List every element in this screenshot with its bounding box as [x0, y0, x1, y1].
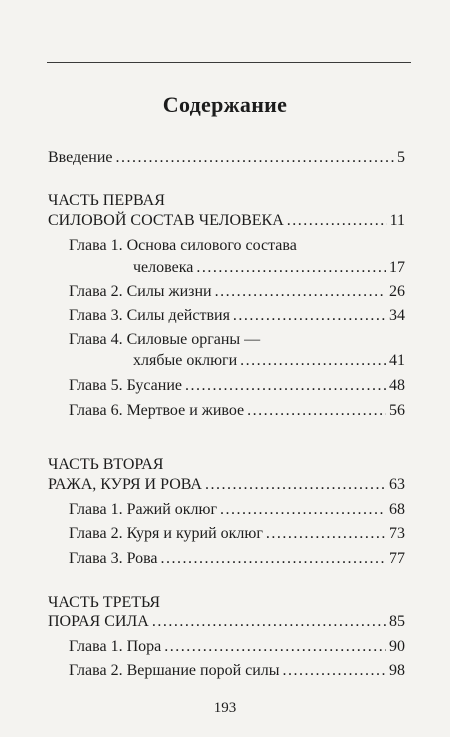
dot-leader	[152, 612, 386, 632]
toc-entry-chapter[interactable]: Глава 4. Силовые органы —	[69, 331, 261, 348]
dot-leader	[220, 500, 386, 520]
toc-entry-chapter[interactable]	[69, 524, 405, 544]
dot-leader	[164, 637, 386, 657]
part-heading: ЧАСТЬ ВТОРАЯ	[48, 456, 164, 473]
part-subtitle: ПОРАЯ СИЛА	[48, 613, 149, 630]
dot-leader	[240, 351, 386, 371]
entry-page: 63	[389, 476, 405, 493]
toc-entry-chapter[interactable]: Глава 1. Основа силового состава	[69, 237, 297, 254]
entry-page: 90	[389, 638, 405, 655]
dot-leader	[196, 258, 386, 278]
entry-page: 77	[389, 550, 405, 567]
entry-page: 98	[389, 662, 405, 679]
entry-label: Глава 6. Мертвое и живое	[69, 402, 245, 419]
entry-label: Глава 1. Ражий оклюг	[69, 501, 218, 518]
entry-label: человека	[133, 259, 194, 276]
toc-entry-part-1[interactable]	[48, 211, 405, 231]
entry-label: Глава 2. Вершание порой силы	[69, 662, 280, 679]
toc-entry-chapter[interactable]	[69, 500, 405, 520]
dot-leader	[185, 376, 386, 396]
dot-leader	[116, 148, 395, 168]
entry-label: Глава 3. Рова	[69, 550, 158, 567]
entry-label: Введение	[48, 149, 113, 166]
toc-entry-part-3[interactable]	[48, 612, 405, 632]
toc-entry-chapter[interactable]	[69, 282, 405, 302]
entry-page: 48	[389, 377, 405, 394]
part-heading: ЧАСТЬ ПЕРВАЯ	[48, 192, 165, 209]
dot-leader	[287, 211, 387, 231]
toc-entry-chapter[interactable]	[69, 549, 405, 569]
entry-page: 41	[389, 352, 405, 369]
entry-page: 68	[389, 501, 405, 518]
dot-leader	[215, 282, 386, 302]
part-heading: ЧАСТЬ ТРЕТЬЯ	[48, 594, 161, 611]
entry-page: 17	[389, 259, 405, 276]
dot-leader	[161, 549, 386, 569]
toc-entry-chapter[interactable]	[69, 661, 405, 681]
entry-page: 34	[389, 307, 405, 324]
dot-leader	[205, 475, 386, 495]
toc-entry-chapter-cont[interactable]	[133, 351, 405, 371]
entry-label: Глава 3. Силы действия	[69, 307, 230, 324]
toc-entry-part-2[interactable]	[48, 475, 405, 495]
entry-page: 85	[389, 613, 405, 630]
part-subtitle: СИЛОВОЙ СОСТАВ ЧЕЛОВЕКА	[48, 212, 284, 229]
entry-label: Глава 2. Куря и курий оклюг	[69, 525, 263, 542]
entry-label: Глава 2. Силы жизни	[69, 283, 212, 300]
dot-leader	[266, 524, 386, 544]
dot-leader	[283, 661, 386, 681]
page-title: Содержание	[162, 92, 288, 117]
toc-entry-chapter[interactable]	[69, 401, 405, 421]
toc-entry-chapter[interactable]	[69, 637, 405, 657]
entry-page: 5	[397, 149, 405, 166]
toc-entry-chapter[interactable]	[69, 376, 405, 396]
part-subtitle: РАЖА, КУРЯ И РОВА	[48, 476, 202, 493]
entry-label: хлябые оклюги	[133, 352, 238, 369]
toc-entry-chapter-cont[interactable]	[133, 258, 405, 278]
entry-page: 56	[389, 402, 405, 419]
entry-page: 73	[389, 525, 405, 542]
entry-page: 11	[389, 212, 405, 229]
entry-label: Глава 5. Бусание	[69, 377, 182, 394]
page-number: 193	[213, 700, 237, 716]
toc-entry-chapter[interactable]	[69, 306, 405, 326]
header-rule	[47, 62, 411, 63]
entry-page: 26	[389, 283, 405, 300]
dot-leader	[233, 306, 386, 326]
dot-leader	[247, 401, 386, 421]
toc-entry-intro[interactable]	[48, 148, 405, 168]
entry-label: Глава 1. Пора	[69, 638, 162, 655]
